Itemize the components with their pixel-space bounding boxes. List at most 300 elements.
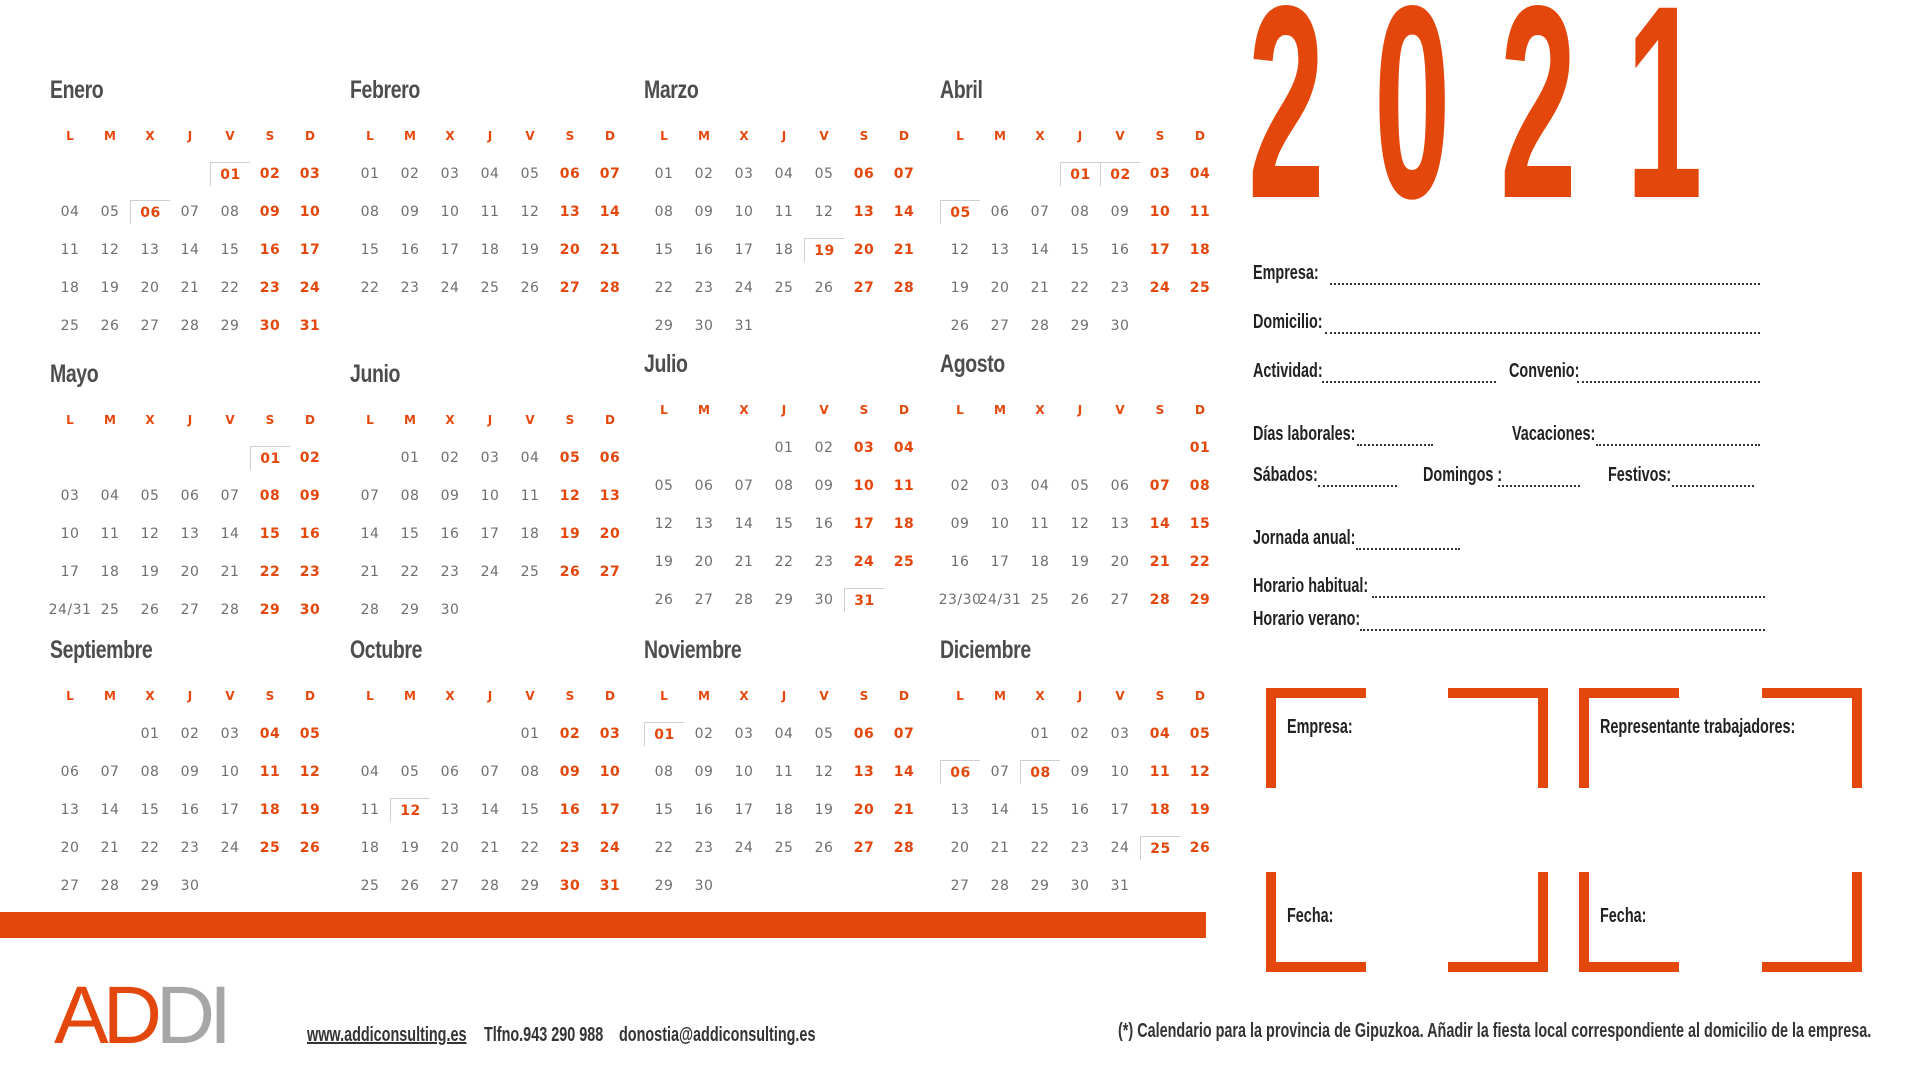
calendar-day: 16 xyxy=(559,802,581,818)
calendar-day: 10 xyxy=(1110,764,1130,780)
calendar-day: 10 xyxy=(734,204,754,220)
calendar-day: 21 xyxy=(360,564,380,580)
calendar-day: 21 xyxy=(480,840,500,856)
calendar-day: 17 xyxy=(599,802,621,818)
vacaciones-line[interactable] xyxy=(1596,444,1760,446)
weekday-header: J xyxy=(187,129,193,143)
calendar-day: 08 xyxy=(140,764,160,780)
calendar-day: 10 xyxy=(853,478,875,494)
calendar-day: 20 xyxy=(60,840,80,856)
calendar-day: 01 xyxy=(1030,726,1050,742)
calendar-day: 26 xyxy=(299,840,321,856)
weekday-header: S xyxy=(565,413,575,427)
convenio-label: Convenio: xyxy=(1509,360,1580,382)
calendar-day: 05 xyxy=(814,726,834,742)
calendar-day: 29 xyxy=(520,878,540,894)
calendar-day: 23 xyxy=(259,280,281,296)
calendar-day: 26 xyxy=(654,592,674,608)
weekday-header: V xyxy=(525,689,535,703)
calendar-day: 22 xyxy=(360,280,380,296)
month-febrero xyxy=(350,76,630,326)
calendar-day: 11 xyxy=(60,242,80,258)
calendar-day: 07 xyxy=(480,764,500,780)
calendar-day: 14 xyxy=(1030,242,1050,258)
calendar-day: 21 xyxy=(990,840,1010,856)
calendar-day: 20 xyxy=(440,840,460,856)
calendar-day: 23 xyxy=(400,280,420,296)
calendar-day: 13 xyxy=(60,802,80,818)
calendar-day: 29 xyxy=(1189,592,1211,608)
calendar-day: 25 xyxy=(520,564,540,580)
calendar-day: 17 xyxy=(1110,802,1130,818)
calendar-day: 17 xyxy=(853,516,875,532)
calendar-day: 01 xyxy=(1189,440,1211,456)
month-name: Septiembre xyxy=(50,636,153,664)
calendar-day: 22 xyxy=(259,564,281,580)
calendar-day: 24 xyxy=(1149,280,1171,296)
calendar-day: 10 xyxy=(60,526,80,542)
calendar-day: 07 xyxy=(893,726,915,742)
calendar-day: 30 xyxy=(694,878,714,894)
calendar-day: 07 xyxy=(990,764,1010,780)
weekday-header: L xyxy=(66,689,74,703)
calendar-day: 03 xyxy=(734,726,754,742)
calendar-day: 21 xyxy=(220,564,240,580)
calendar-day: 04 xyxy=(893,440,915,456)
empresa-line[interactable] xyxy=(1330,283,1760,285)
calendar-day: 21 xyxy=(1030,280,1050,296)
festivos-label: Festivos: xyxy=(1608,464,1672,486)
weekday-header: X xyxy=(1035,689,1045,703)
calendar-day: 05 xyxy=(299,726,321,742)
month-diciembre xyxy=(940,636,1220,894)
calendar-day: 30 xyxy=(440,602,460,618)
calendar-day: 18 xyxy=(774,802,794,818)
calendar-day: 14 xyxy=(360,526,380,542)
sabados-label: Sábados: xyxy=(1253,464,1318,486)
calendar-day: 22 xyxy=(1030,840,1050,856)
calendar-day: 31 xyxy=(1110,878,1130,894)
email-link[interactable]: donostia@addiconsulting.es xyxy=(619,1024,816,1046)
calendar-day: 09 xyxy=(299,488,321,504)
calendar-day: 25 xyxy=(480,280,500,296)
festivos-line[interactable] xyxy=(1672,485,1754,487)
dias-laborales-line[interactable] xyxy=(1357,444,1433,446)
weekday-header: M xyxy=(994,689,1006,703)
weekday-header: S xyxy=(1155,689,1165,703)
weekday-header: L xyxy=(66,413,74,427)
weekday-header: J xyxy=(1077,403,1083,417)
calendar-day: 09 xyxy=(694,764,714,780)
jornada-anual-label: Jornada anual: xyxy=(1253,527,1356,549)
empresa-label: Empresa: xyxy=(1253,262,1319,284)
calendar-day: 12 xyxy=(654,516,674,532)
calendar-day: 22 xyxy=(140,840,160,856)
calendar-day: 19 xyxy=(559,526,581,542)
weekday-header: M xyxy=(404,689,416,703)
domicilio-line[interactable] xyxy=(1325,332,1760,334)
calendar-day: 24 xyxy=(299,280,321,296)
calendar-day: 20 xyxy=(853,242,875,258)
calendar-day: 21 xyxy=(180,280,200,296)
weekday-header: L xyxy=(366,689,374,703)
weekday-header: L xyxy=(66,129,74,143)
weekday-header: V xyxy=(819,689,829,703)
calendar-day: 09 xyxy=(814,478,834,494)
calendar-day: 15 xyxy=(774,516,794,532)
weekday-header: L xyxy=(956,689,964,703)
weekday-header: D xyxy=(605,413,615,427)
calendar-day: 02 xyxy=(440,450,460,466)
calendar-day: 14 xyxy=(893,204,915,220)
calendar-day: 03 xyxy=(299,166,321,182)
accent-bar xyxy=(0,912,1206,938)
calendar-day: 30 xyxy=(814,592,834,608)
calendar-day: 10 xyxy=(440,204,460,220)
calendar-day: 27 xyxy=(1110,592,1130,608)
calendar-day: 09 xyxy=(950,516,970,532)
calendar-day: 27 xyxy=(990,318,1010,334)
addi-logo xyxy=(54,970,226,1061)
calendar-day: 18 xyxy=(1189,242,1211,258)
weekday-header: V xyxy=(225,129,235,143)
actividad-line[interactable] xyxy=(1322,381,1496,383)
calendar-day: 10 xyxy=(480,488,500,504)
calendar-day: 11 xyxy=(774,204,794,220)
calendar-day: 07 xyxy=(360,488,380,504)
calendar-day: 20 xyxy=(950,840,970,856)
month-name: Enero xyxy=(50,76,104,104)
firma-empresa-label: Empresa: xyxy=(1287,716,1353,738)
calendar-day: 24/31 xyxy=(48,602,92,618)
calendar-day: 19 xyxy=(654,554,674,570)
weekday-header: V xyxy=(225,413,235,427)
calendar-day: 09 xyxy=(259,204,281,220)
year-digit: 0 xyxy=(1374,0,1451,256)
calendar-day: 14 xyxy=(480,802,500,818)
calendar-day: 06 xyxy=(559,166,581,182)
weekday-header: D xyxy=(899,129,909,143)
calendar-day: 10 xyxy=(220,764,240,780)
calendar-day: 01 xyxy=(210,162,250,186)
calendar-day: 27 xyxy=(60,878,80,894)
calendar-day: 27 xyxy=(853,840,875,856)
calendar-day: 05 xyxy=(400,764,420,780)
calendar-day: 18 xyxy=(774,242,794,258)
calendar-day: 21 xyxy=(100,840,120,856)
year-digit: 2 xyxy=(1500,0,1577,256)
weekday-header: S xyxy=(1155,403,1165,417)
calendar-day: 18 xyxy=(480,242,500,258)
calendar-day: 19 xyxy=(520,242,540,258)
calendar-day: 15 xyxy=(140,802,160,818)
horario-habitual-label: Horario habitual: xyxy=(1253,575,1369,597)
calendar-day: 24 xyxy=(853,554,875,570)
fecha-empresa-label: Fecha: xyxy=(1287,905,1334,927)
calendar-day: 05 xyxy=(559,450,581,466)
calendar-day: 21 xyxy=(893,242,915,258)
domicilio-label: Domicilio: xyxy=(1253,311,1323,333)
calendar-day: 27 xyxy=(599,564,621,580)
calendar-day: 17 xyxy=(299,242,321,258)
calendar-day: 18 xyxy=(1149,802,1171,818)
calendar-day: 31 xyxy=(844,588,884,612)
weekday-header: J xyxy=(487,689,493,703)
calendar-day: 15 xyxy=(520,802,540,818)
weekday-header: J xyxy=(781,403,787,417)
calendar-day: 06 xyxy=(853,726,875,742)
year-digit: 2 xyxy=(1248,0,1325,256)
calendar-day: 05 xyxy=(940,200,980,224)
calendar-day: 11 xyxy=(520,488,540,504)
calendar-day: 03 xyxy=(599,726,621,742)
calendar-day: 25 xyxy=(259,840,281,856)
sabados-line[interactable] xyxy=(1318,485,1397,487)
calendar-day: 05 xyxy=(140,488,160,504)
weekday-header: D xyxy=(899,689,909,703)
weekday-header: M xyxy=(104,689,116,703)
calendar-day: 07 xyxy=(1149,478,1171,494)
domingos-line[interactable] xyxy=(1498,485,1580,487)
calendar-day: 18 xyxy=(893,516,915,532)
weekday-header: X xyxy=(145,413,155,427)
calendar-day: 01 xyxy=(140,726,160,742)
calendar-day: 08 xyxy=(259,488,281,504)
website-link[interactable]: www.addiconsulting.es xyxy=(307,1024,467,1046)
calendar-day: 28 xyxy=(360,602,380,618)
calendar-day: 13 xyxy=(950,802,970,818)
calendar-day: 15 xyxy=(1070,242,1090,258)
calendar-day: 30 xyxy=(694,318,714,334)
calendar-day: 26 xyxy=(814,280,834,296)
calendar-day: 28 xyxy=(220,602,240,618)
horario-verano-line[interactable] xyxy=(1360,629,1765,631)
calendar-day: 02 xyxy=(950,478,970,494)
calendar-day: 20 xyxy=(180,564,200,580)
firma-representante-label: Representante trabajadores: xyxy=(1600,716,1796,738)
calendar-day: 09 xyxy=(400,204,420,220)
calendar-day: 19 xyxy=(1070,554,1090,570)
weekday-header: L xyxy=(660,689,668,703)
calendar-day: 30 xyxy=(299,602,321,618)
calendar-day: 07 xyxy=(893,166,915,182)
month-name: Junio xyxy=(350,360,401,388)
calendar-day: 27 xyxy=(559,280,581,296)
weekday-header: D xyxy=(605,129,615,143)
calendar-day: 24/31 xyxy=(978,592,1022,608)
calendar-day: 17 xyxy=(990,554,1010,570)
month-name: Abril xyxy=(940,76,983,104)
calendar-day: 29 xyxy=(654,318,674,334)
calendar-day: 20 xyxy=(140,280,160,296)
calendar-day: 28 xyxy=(480,878,500,894)
calendar-day: 14 xyxy=(1149,516,1171,532)
weekday-header: M xyxy=(994,129,1006,143)
weekday-header: V xyxy=(1115,403,1125,417)
calendar-day: 16 xyxy=(180,802,200,818)
calendar-day: 30 xyxy=(1110,318,1130,334)
weekday-header: S xyxy=(859,403,869,417)
calendar-day: 06 xyxy=(940,760,980,784)
calendar-day: 22 xyxy=(520,840,540,856)
calendar-day: 23 xyxy=(440,564,460,580)
calendar-day: 03 xyxy=(734,166,754,182)
calendar-day: 09 xyxy=(559,764,581,780)
weekday-header: X xyxy=(1035,129,1045,143)
calendar-day: 02 xyxy=(259,166,281,182)
calendar-day: 10 xyxy=(1149,204,1171,220)
calendar-day: 16 xyxy=(694,802,714,818)
calendar-day: 03 xyxy=(480,450,500,466)
calendar-day: 09 xyxy=(1070,764,1090,780)
calendar-day: 26 xyxy=(520,280,540,296)
calendar-day: 16 xyxy=(814,516,834,532)
calendar-day: 22 xyxy=(400,564,420,580)
weekday-header: J xyxy=(187,413,193,427)
weekday-header: V xyxy=(225,689,235,703)
horario-habitual-line[interactable] xyxy=(1372,596,1765,598)
month-name: Julio xyxy=(644,350,688,378)
calendar-day: 17 xyxy=(734,802,754,818)
calendar-day: 20 xyxy=(694,554,714,570)
month-septiembre xyxy=(50,636,330,894)
jornada-anual-line[interactable] xyxy=(1356,548,1460,550)
calendar-day: 06 xyxy=(599,450,621,466)
month-julio xyxy=(644,350,924,609)
calendar-day: 11 xyxy=(774,764,794,780)
calendar-day: 02 xyxy=(1070,726,1090,742)
month-noviembre xyxy=(644,636,924,894)
calendar-day: 24 xyxy=(480,564,500,580)
calendar-day: 29 xyxy=(140,878,160,894)
calendar-day: 13 xyxy=(990,242,1010,258)
calendar-day: 26 xyxy=(1070,592,1090,608)
calendar-day: 13 xyxy=(140,242,160,258)
calendar-day: 05 xyxy=(1070,478,1090,494)
month-agosto xyxy=(938,350,1220,608)
calendar-day: 13 xyxy=(440,802,460,818)
calendar-day: 19 xyxy=(814,802,834,818)
calendar-day: 23 xyxy=(814,554,834,570)
calendar-day: 13 xyxy=(1110,516,1130,532)
calendar-day: 02 xyxy=(1100,162,1140,186)
calendar-day: 07 xyxy=(734,478,754,494)
month-octubre xyxy=(350,636,630,894)
weekday-header: S xyxy=(565,129,575,143)
calendar-day: 04 xyxy=(1030,478,1050,494)
calendar-day: 04 xyxy=(100,488,120,504)
calendar-day: 09 xyxy=(180,764,200,780)
calendar-day: 28 xyxy=(180,318,200,334)
calendar-day: 20 xyxy=(990,280,1010,296)
weekday-header: X xyxy=(739,403,749,417)
calendar-day: 02 xyxy=(180,726,200,742)
convenio-line[interactable] xyxy=(1577,381,1760,383)
calendar-day: 04 xyxy=(259,726,281,742)
calendar-day: 03 xyxy=(853,440,875,456)
calendar-day: 09 xyxy=(694,204,714,220)
calendar-day: 04 xyxy=(1149,726,1171,742)
calendar-day: 17 xyxy=(440,242,460,258)
calendar-day: 06 xyxy=(694,478,714,494)
calendar-day: 01 xyxy=(774,440,794,456)
calendar-day: 16 xyxy=(440,526,460,542)
calendar-day: 23 xyxy=(694,840,714,856)
month-abril xyxy=(940,76,1220,334)
calendar-day: 07 xyxy=(1030,204,1050,220)
calendar-day: 31 xyxy=(734,318,754,334)
weekday-header: J xyxy=(1077,689,1083,703)
weekday-header: S xyxy=(1155,129,1165,143)
calendar-day: 05 xyxy=(654,478,674,494)
calendar-day: 08 xyxy=(220,204,240,220)
weekday-header: X xyxy=(145,689,155,703)
calendar-day: 06 xyxy=(990,204,1010,220)
month-marzo xyxy=(644,76,924,334)
weekday-header: D xyxy=(1195,403,1205,417)
calendar-day: 14 xyxy=(180,242,200,258)
frame-corner xyxy=(1762,872,1862,972)
calendar-day: 15 xyxy=(654,242,674,258)
calendar-day: 24 xyxy=(734,280,754,296)
calendar-day: 11 xyxy=(360,802,380,818)
calendar-day: 16 xyxy=(1110,242,1130,258)
month-junio xyxy=(350,360,630,618)
calendar-day: 19 xyxy=(140,564,160,580)
weekday-header: M xyxy=(698,403,710,417)
weekday-header: V xyxy=(819,129,829,143)
calendar-day: 07 xyxy=(100,764,120,780)
calendar-day: 16 xyxy=(1070,802,1090,818)
calendar-day: 28 xyxy=(990,878,1010,894)
calendar-day: 08 xyxy=(400,488,420,504)
calendar-day: 02 xyxy=(694,726,714,742)
calendar-day: 11 xyxy=(259,764,281,780)
month-name: Marzo xyxy=(644,76,699,104)
calendar-day: 22 xyxy=(774,554,794,570)
calendar-day: 29 xyxy=(400,602,420,618)
weekday-header: J xyxy=(781,129,787,143)
calendar-day: 10 xyxy=(734,764,754,780)
calendar-day: 19 xyxy=(299,802,321,818)
calendar-day: 01 xyxy=(400,450,420,466)
calendar-day: 06 xyxy=(440,764,460,780)
calendar-day: 08 xyxy=(1189,478,1211,494)
calendar-day: 04 xyxy=(520,450,540,466)
weekday-header: X xyxy=(145,129,155,143)
calendar-day: 12 xyxy=(390,798,430,822)
weekday-header: V xyxy=(525,129,535,143)
calendar-day: 14 xyxy=(893,764,915,780)
calendar-day: 03 xyxy=(1110,726,1130,742)
calendar-day: 24 xyxy=(734,840,754,856)
logo-ad: AD xyxy=(54,970,156,1061)
calendar-day: 27 xyxy=(694,592,714,608)
calendar-day: 13 xyxy=(853,764,875,780)
calendar-day: 12 xyxy=(140,526,160,542)
calendar-day: 13 xyxy=(559,204,581,220)
calendar-day: 18 xyxy=(100,564,120,580)
calendar-day: 23 xyxy=(559,840,581,856)
horario-verano-label: Horario verano: xyxy=(1253,608,1361,630)
calendar-day: 11 xyxy=(893,478,915,494)
calendar-day: 14 xyxy=(220,526,240,542)
weekday-header: X xyxy=(739,129,749,143)
calendar-day: 26 xyxy=(100,318,120,334)
calendar-day: 18 xyxy=(1030,554,1050,570)
frame-corner xyxy=(1448,872,1548,972)
calendar-day: 22 xyxy=(654,840,674,856)
